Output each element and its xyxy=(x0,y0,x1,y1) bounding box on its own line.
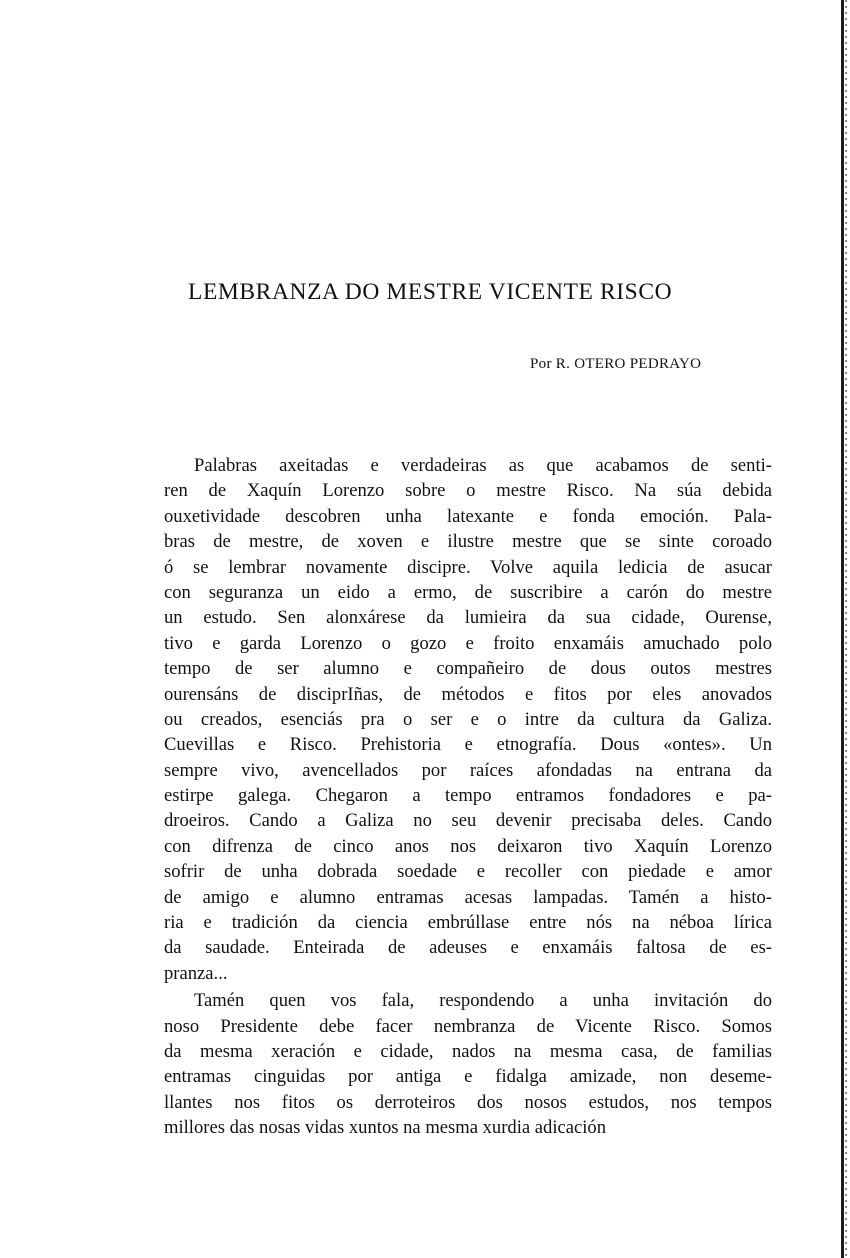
text-line: estirpe galega. Chegaron a tempo entramos fondadores e pa- xyxy=(164,785,772,807)
text-line: sofrir de unha dobrada soedade e recoller con piedade e amor xyxy=(164,861,772,883)
text-line: ourensáns de disciprIñas, de métodos e fitos por eles anovados xyxy=(164,683,772,705)
text-line: millores das nosas vidas xuntos na mesma xurdia adicación xyxy=(164,1117,607,1139)
text-line: Cuevillas e Risco. Prehistoria e etnografía. Dous «ontes». Un xyxy=(164,734,772,756)
text-line: ouxetividade descobren unha latexante e fonda emoción. Pala- xyxy=(164,505,772,527)
text-line: Tamén quen vos fala, respondendo a unha invitación do xyxy=(194,990,772,1012)
text-line: droeiros. Cando a Galiza no seu devenir precisaba deles. Cando xyxy=(164,810,772,832)
paragraph-1 xyxy=(164,453,772,986)
text-line: ou creados, esenciás pra o ser e o intre da cultura da Galiza. xyxy=(164,708,772,730)
article-body xyxy=(164,453,772,1143)
article-title: LEMBRANZA DO MESTRE VICENTE RISCO xyxy=(188,279,673,305)
text-line: llantes nos fitos os derroteiros dos nosos estudos, nos tempos xyxy=(164,1091,772,1113)
paragraph-2 xyxy=(164,988,772,1140)
text-line: noso Presidente debe facer nembranza de Vicente Risco. Somos xyxy=(164,1015,772,1037)
text-line: da saudade. Enteirada de adeuses e enxamáis faltosa de es- xyxy=(164,937,772,959)
text-line: tivo e garda Lorenzo o gozo e froito enxamáis amuchado polo xyxy=(164,632,772,654)
text-line: da mesma xeración e cidade, nados na mesma casa, de familias xyxy=(164,1040,772,1062)
text-line: sempre vivo, avencellados por raíces afondadas na entrana da xyxy=(164,759,772,781)
text-line: con difrenza de cinco anos nos deixaron tivo Xaquín Lorenzo xyxy=(164,835,772,857)
text-line: tempo de ser alumno e compañeiro de dous outos mestres xyxy=(164,658,772,680)
text-line: bras de mestre, de xoven e ilustre mestre que se sinte coroado xyxy=(164,531,772,553)
text-line: de amigo e alumno entramas acesas lampadas. Tamén a histo- xyxy=(164,886,772,908)
article-author: Por R. OTERO PEDRAYO xyxy=(530,356,702,372)
text-line: con seguranza un eido a ermo, de suscribire a carón do mestre xyxy=(164,581,772,603)
page-edge-border xyxy=(841,0,844,1258)
text-line: Palabras axeitadas e verdadeiras as que acabamos de senti- xyxy=(194,455,772,476)
text-line: ren de Xaquín Lorenzo sobre o mestre Risco. Na súa debida xyxy=(164,480,772,502)
text-line: pranza... xyxy=(164,962,228,984)
text-line: un estudo. Sen alonxárese da lumieira da sua cidade, Ourense, xyxy=(164,607,772,629)
text-line: ria e tradición da ciencia embrúllase entre nós na néboa lírica xyxy=(164,912,772,934)
page-edge-shadow xyxy=(845,0,847,1258)
text-line: entramas cinguidas por antiga e fidalga amizade, non deseme- xyxy=(164,1066,772,1088)
text-line: ó se lembrar novamente discipre. Volve aquila ledicia de asucar xyxy=(164,556,772,578)
